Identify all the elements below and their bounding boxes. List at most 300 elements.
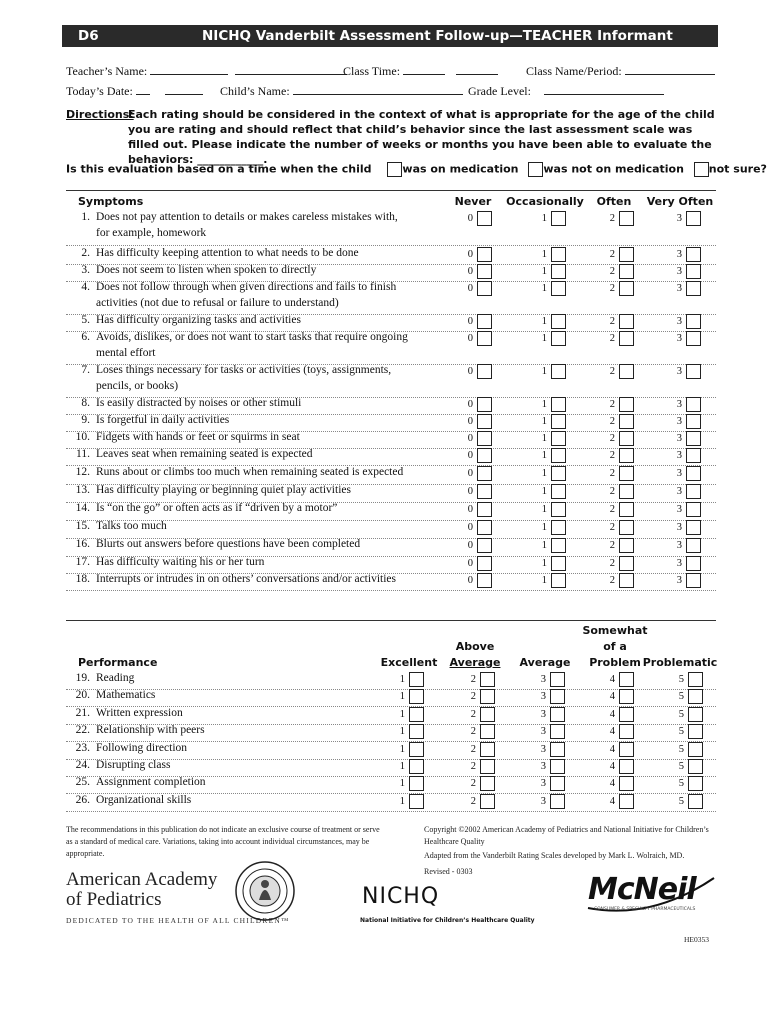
symptom-rating-option[interactable] bbox=[574, 397, 634, 414]
rating-value: 3 bbox=[676, 450, 682, 461]
symptom-rating-option[interactable] bbox=[574, 431, 634, 448]
rating-checkbox[interactable] bbox=[619, 414, 634, 429]
rating-value: 2 bbox=[609, 540, 615, 551]
rating-checkbox[interactable] bbox=[550, 672, 565, 687]
performance-rating-option[interactable] bbox=[435, 689, 495, 706]
performance-rating-option[interactable] bbox=[574, 742, 634, 759]
rating-checkbox[interactable] bbox=[480, 689, 495, 704]
rating-checkbox[interactable] bbox=[480, 776, 495, 791]
class-time-line[interactable] bbox=[403, 62, 445, 75]
symptom-rating-option[interactable] bbox=[641, 331, 701, 348]
rating-value: 1 bbox=[541, 366, 547, 377]
performance-rating-option[interactable] bbox=[574, 689, 634, 706]
performance-col-header: Problematic bbox=[642, 656, 718, 669]
rating-checkbox[interactable] bbox=[619, 264, 634, 279]
todays-date-field[interactable] bbox=[66, 82, 203, 99]
rating-checkbox[interactable] bbox=[686, 431, 701, 446]
performance-rating-option[interactable] bbox=[574, 672, 634, 689]
rating-checkbox[interactable] bbox=[686, 247, 701, 262]
rating-value: 1 bbox=[541, 575, 547, 586]
performance-rating-option[interactable] bbox=[505, 724, 565, 741]
performance-rating-option[interactable] bbox=[435, 776, 495, 793]
rating-value: 0 bbox=[467, 333, 473, 344]
rating-checkbox[interactable] bbox=[619, 397, 634, 412]
rating-checkbox[interactable] bbox=[688, 794, 703, 809]
symptom-text: Does not follow through when given directions and fails to finish bbox=[96, 281, 397, 293]
performance-rating-option[interactable] bbox=[435, 672, 495, 689]
symptom-rating-option[interactable] bbox=[641, 211, 701, 228]
rating-checkbox[interactable] bbox=[688, 724, 703, 739]
rating-checkbox[interactable] bbox=[686, 502, 701, 517]
todays-date-label: Today’s Date: bbox=[66, 84, 133, 98]
rating-checkbox[interactable] bbox=[551, 414, 566, 429]
symptom-rating-option[interactable] bbox=[641, 448, 701, 465]
rating-checkbox[interactable] bbox=[409, 724, 424, 739]
performance-rating-option[interactable] bbox=[574, 707, 634, 724]
symptom-rating-option[interactable] bbox=[432, 211, 492, 228]
symptom-rating-option[interactable] bbox=[574, 556, 634, 573]
symptom-rating-option[interactable] bbox=[574, 573, 634, 590]
performance-rating-option[interactable] bbox=[505, 794, 565, 811]
rating-checkbox[interactable] bbox=[480, 759, 495, 774]
rating-checkbox[interactable] bbox=[477, 448, 492, 463]
symptom-rating-option[interactable] bbox=[506, 247, 566, 264]
rating-value: 1 bbox=[541, 558, 547, 569]
rating-value: 1 bbox=[541, 249, 547, 260]
rating-checkbox[interactable] bbox=[619, 556, 634, 571]
rating-checkbox[interactable] bbox=[619, 759, 634, 774]
symptom-rating-option[interactable] bbox=[432, 364, 492, 381]
rating-checkbox[interactable] bbox=[551, 556, 566, 571]
rating-checkbox[interactable] bbox=[688, 689, 703, 704]
rating-checkbox[interactable] bbox=[550, 689, 565, 704]
child-name-field[interactable] bbox=[220, 82, 463, 99]
performance-rating-option[interactable] bbox=[505, 742, 565, 759]
rating-checkbox[interactable] bbox=[551, 431, 566, 446]
rating-checkbox[interactable] bbox=[551, 502, 566, 517]
rating-value: 3 bbox=[676, 213, 682, 224]
directions bbox=[66, 107, 726, 166]
performance-rating-option[interactable] bbox=[574, 776, 634, 793]
grade-level-field[interactable] bbox=[468, 82, 664, 99]
todays-date-line-2[interactable] bbox=[165, 82, 203, 95]
performance-row bbox=[66, 689, 716, 707]
performance-rating-option[interactable] bbox=[435, 707, 495, 724]
symptom-rating-option[interactable] bbox=[574, 211, 634, 228]
symptom-rating-option[interactable] bbox=[432, 484, 492, 501]
symptom-row bbox=[66, 520, 716, 539]
rating-checkbox[interactable] bbox=[619, 247, 634, 262]
performance-rating-option[interactable] bbox=[435, 759, 495, 776]
performance-number: 24. bbox=[75, 759, 90, 771]
performance-rating-option[interactable] bbox=[364, 742, 424, 759]
rating-checkbox[interactable] bbox=[477, 364, 492, 379]
rating-checkbox[interactable] bbox=[551, 573, 566, 588]
rating-checkbox[interactable] bbox=[688, 759, 703, 774]
symptom-row bbox=[66, 538, 716, 557]
symptom-rating-option[interactable] bbox=[432, 520, 492, 537]
rating-checkbox[interactable] bbox=[619, 707, 634, 722]
symptom-rating-option[interactable] bbox=[506, 556, 566, 573]
rating-checkbox[interactable] bbox=[477, 247, 492, 262]
rating-value: 3 bbox=[676, 575, 682, 586]
rating-checkbox[interactable] bbox=[686, 538, 701, 553]
rating-checkbox[interactable] bbox=[686, 573, 701, 588]
rating-checkbox[interactable] bbox=[686, 556, 701, 571]
rating-checkbox[interactable] bbox=[551, 211, 566, 226]
rating-checkbox[interactable] bbox=[409, 707, 424, 722]
rating-checkbox[interactable] bbox=[619, 331, 634, 346]
symptom-rating-option[interactable] bbox=[574, 484, 634, 501]
performance-rating-option[interactable] bbox=[505, 759, 565, 776]
rating-checkbox[interactable] bbox=[686, 414, 701, 429]
rating-checkbox[interactable] bbox=[480, 724, 495, 739]
rating-checkbox[interactable] bbox=[550, 776, 565, 791]
symptom-rating-option[interactable] bbox=[506, 331, 566, 348]
symptom-rating-option[interactable] bbox=[506, 397, 566, 414]
rating-checkbox[interactable] bbox=[619, 281, 634, 296]
rating-checkbox[interactable] bbox=[686, 364, 701, 379]
medication-question-text: Is this evaluation based on a time when the child bbox=[66, 162, 372, 176]
symptom-rating-option[interactable] bbox=[641, 484, 701, 501]
symptom-rating-option[interactable] bbox=[641, 247, 701, 264]
rating-checkbox[interactable] bbox=[619, 211, 634, 226]
rating-checkbox[interactable] bbox=[477, 573, 492, 588]
rating-checkbox[interactable] bbox=[686, 211, 701, 226]
symptom-rating-option[interactable] bbox=[641, 466, 701, 483]
symptom-rating-option[interactable] bbox=[432, 397, 492, 414]
rating-checkbox[interactable] bbox=[551, 520, 566, 535]
symptom-rating-option[interactable] bbox=[506, 466, 566, 483]
symptom-rating-option[interactable] bbox=[574, 414, 634, 431]
symptom-rating-option[interactable] bbox=[432, 538, 492, 555]
symptom-rating-option[interactable] bbox=[574, 281, 634, 298]
rating-checkbox[interactable] bbox=[480, 742, 495, 757]
performance-rating-option[interactable] bbox=[364, 759, 424, 776]
rating-checkbox[interactable] bbox=[619, 689, 634, 704]
performance-rating-option[interactable] bbox=[364, 689, 424, 706]
rating-checkbox[interactable] bbox=[550, 742, 565, 757]
child-name-line[interactable] bbox=[293, 82, 463, 95]
rating-checkbox[interactable] bbox=[409, 742, 424, 757]
rating-value: 3 bbox=[540, 708, 546, 720]
rating-value: 1 bbox=[399, 778, 405, 790]
rating-checkbox[interactable] bbox=[480, 672, 495, 687]
rating-checkbox[interactable] bbox=[477, 520, 492, 535]
symptom-row bbox=[66, 281, 716, 315]
rating-checkbox[interactable] bbox=[477, 211, 492, 226]
performance-rating-option[interactable] bbox=[364, 794, 424, 811]
performance-text: Reading bbox=[96, 672, 135, 684]
performance-rating-option[interactable] bbox=[505, 707, 565, 724]
symptom-number: 7. bbox=[81, 364, 90, 376]
rating-value: 0 bbox=[467, 540, 473, 551]
symptom-rating-option[interactable] bbox=[506, 538, 566, 555]
symptom-rating-option[interactable] bbox=[574, 364, 634, 381]
symptom-rating-option[interactable] bbox=[506, 484, 566, 501]
symptom-rating-option[interactable] bbox=[432, 502, 492, 519]
rating-value: 0 bbox=[467, 486, 473, 497]
performance-rating-option[interactable] bbox=[435, 742, 495, 759]
rating-checkbox[interactable] bbox=[477, 264, 492, 279]
performance-rating-option[interactable] bbox=[435, 724, 495, 741]
symptom-rating-option[interactable] bbox=[432, 414, 492, 431]
rating-checkbox[interactable] bbox=[477, 414, 492, 429]
symptom-rating-option[interactable] bbox=[641, 573, 701, 590]
rating-checkbox[interactable] bbox=[619, 573, 634, 588]
symptom-number: 18. bbox=[75, 573, 90, 585]
rating-checkbox[interactable] bbox=[477, 484, 492, 499]
rating-checkbox[interactable] bbox=[619, 742, 634, 757]
performance-rating-option[interactable] bbox=[643, 689, 703, 706]
rating-value: 3 bbox=[676, 486, 682, 497]
symptoms-col-header: Never bbox=[454, 195, 492, 208]
rating-checkbox[interactable] bbox=[477, 314, 492, 329]
rating-checkbox[interactable] bbox=[619, 672, 634, 687]
symptom-text: Has difficulty waiting his or her turn bbox=[96, 556, 265, 568]
rating-value: 1 bbox=[541, 213, 547, 224]
teacher-name-field[interactable] bbox=[66, 62, 347, 79]
class-name-line[interactable] bbox=[625, 62, 715, 75]
performance-rating-option[interactable] bbox=[643, 794, 703, 811]
performance-rating-option[interactable] bbox=[643, 724, 703, 741]
symptom-rating-option[interactable] bbox=[506, 364, 566, 381]
rating-value: 4 bbox=[609, 708, 615, 720]
class-time-line-2[interactable] bbox=[456, 62, 498, 75]
rating-checkbox[interactable] bbox=[551, 466, 566, 481]
rating-checkbox[interactable] bbox=[477, 556, 492, 571]
rating-checkbox[interactable] bbox=[551, 484, 566, 499]
symptom-rating-option[interactable] bbox=[574, 247, 634, 264]
symptom-rating-option[interactable] bbox=[506, 520, 566, 537]
rating-checkbox[interactable] bbox=[619, 466, 634, 481]
rating-checkbox[interactable] bbox=[686, 314, 701, 329]
rating-checkbox[interactable] bbox=[409, 776, 424, 791]
rating-value: 2 bbox=[470, 795, 476, 807]
symptom-rating-option[interactable] bbox=[641, 520, 701, 537]
rating-value: 2 bbox=[609, 504, 615, 515]
rating-checkbox[interactable] bbox=[619, 724, 634, 739]
symptom-rating-option[interactable] bbox=[641, 281, 701, 298]
symptom-rating-option[interactable] bbox=[506, 448, 566, 465]
rating-checkbox[interactable] bbox=[551, 331, 566, 346]
symptom-rating-option[interactable] bbox=[574, 538, 634, 555]
symptom-row bbox=[66, 397, 716, 415]
symptom-rating-option[interactable] bbox=[641, 397, 701, 414]
rating-checkbox[interactable] bbox=[688, 776, 703, 791]
rating-checkbox[interactable] bbox=[619, 520, 634, 535]
rating-checkbox[interactable] bbox=[477, 331, 492, 346]
rating-checkbox[interactable] bbox=[619, 502, 634, 517]
symptom-rating-option[interactable] bbox=[432, 431, 492, 448]
symptom-rating-option[interactable] bbox=[432, 448, 492, 465]
symptom-rating-option[interactable] bbox=[641, 264, 701, 281]
performance-rating-option[interactable] bbox=[643, 742, 703, 759]
todays-date-line[interactable] bbox=[136, 82, 150, 95]
rating-value: 0 bbox=[467, 504, 473, 515]
performance-rating-option[interactable] bbox=[643, 776, 703, 793]
rating-value: 1 bbox=[541, 333, 547, 344]
not-sure-checkbox[interactable] bbox=[694, 162, 709, 177]
symptom-rating-option[interactable] bbox=[641, 414, 701, 431]
symptom-rating-option[interactable] bbox=[641, 538, 701, 555]
symptom-rating-option[interactable] bbox=[574, 331, 634, 348]
symptom-rating-option[interactable] bbox=[432, 281, 492, 298]
rating-checkbox[interactable] bbox=[686, 466, 701, 481]
symptom-number: 1. bbox=[81, 211, 90, 223]
rating-value: 1 bbox=[541, 468, 547, 479]
rating-checkbox[interactable] bbox=[550, 759, 565, 774]
symptom-rating-option[interactable] bbox=[506, 431, 566, 448]
rating-value: 2 bbox=[609, 468, 615, 479]
symptom-rating-option[interactable] bbox=[432, 264, 492, 281]
performance-rating-option[interactable] bbox=[435, 794, 495, 811]
performance-rating-option[interactable] bbox=[643, 672, 703, 689]
rating-value: 3 bbox=[676, 333, 682, 344]
rating-checkbox[interactable] bbox=[477, 502, 492, 517]
symptom-rating-option[interactable] bbox=[574, 448, 634, 465]
symptom-rating-option[interactable] bbox=[506, 281, 566, 298]
symptom-rating-option[interactable] bbox=[506, 211, 566, 228]
performance-rating-option[interactable] bbox=[364, 776, 424, 793]
rating-checkbox[interactable] bbox=[686, 520, 701, 535]
rating-checkbox[interactable] bbox=[477, 538, 492, 553]
performance-rating-option[interactable] bbox=[364, 707, 424, 724]
performance-rating-option[interactable] bbox=[505, 689, 565, 706]
rating-checkbox[interactable] bbox=[551, 314, 566, 329]
rating-value: 5 bbox=[678, 708, 684, 720]
rating-checkbox[interactable] bbox=[551, 538, 566, 553]
rating-checkbox[interactable] bbox=[477, 431, 492, 446]
rating-checkbox[interactable] bbox=[688, 707, 703, 722]
symptom-rating-option[interactable] bbox=[506, 314, 566, 331]
rating-checkbox[interactable] bbox=[686, 264, 701, 279]
performance-rating-option[interactable] bbox=[643, 759, 703, 776]
rating-checkbox[interactable] bbox=[551, 264, 566, 279]
performance-rating-option[interactable] bbox=[574, 794, 634, 811]
performance-rating-option[interactable] bbox=[505, 672, 565, 689]
rating-value: 2 bbox=[470, 761, 476, 772]
rating-checkbox[interactable] bbox=[409, 672, 424, 687]
symptom-rating-option[interactable] bbox=[506, 264, 566, 281]
rating-checkbox[interactable] bbox=[409, 759, 424, 774]
header-bar bbox=[62, 25, 718, 47]
performance-rating-option[interactable] bbox=[574, 759, 634, 776]
rating-checkbox[interactable] bbox=[477, 397, 492, 412]
symptom-rating-option[interactable] bbox=[432, 573, 492, 590]
symptom-rating-option[interactable] bbox=[574, 520, 634, 537]
rating-checkbox[interactable] bbox=[477, 281, 492, 296]
rating-checkbox[interactable] bbox=[480, 794, 495, 809]
rating-value: 1 bbox=[399, 691, 405, 703]
form-number: HE0353 bbox=[684, 935, 709, 944]
symptom-rating-option[interactable] bbox=[574, 264, 634, 281]
rating-value: 3 bbox=[676, 504, 682, 515]
rating-value: 3 bbox=[676, 433, 682, 444]
symptom-rating-option[interactable] bbox=[506, 414, 566, 431]
rating-checkbox[interactable] bbox=[551, 448, 566, 463]
rating-checkbox[interactable] bbox=[686, 448, 701, 463]
rating-value: 3 bbox=[676, 283, 682, 294]
symptom-rating-option[interactable] bbox=[432, 466, 492, 483]
rating-checkbox[interactable] bbox=[409, 689, 424, 704]
rating-checkbox[interactable] bbox=[551, 247, 566, 262]
class-time-field[interactable] bbox=[343, 62, 498, 79]
symptom-rating-option[interactable] bbox=[432, 314, 492, 331]
rating-checkbox[interactable] bbox=[619, 364, 634, 379]
rating-checkbox[interactable] bbox=[619, 538, 634, 553]
class-name-field[interactable] bbox=[526, 62, 715, 79]
performance-rating-option[interactable] bbox=[505, 776, 565, 793]
rating-checkbox[interactable] bbox=[551, 281, 566, 296]
rating-checkbox[interactable] bbox=[619, 448, 634, 463]
performance-rating-option[interactable] bbox=[643, 707, 703, 724]
rating-checkbox[interactable] bbox=[551, 397, 566, 412]
rating-value: 0 bbox=[467, 316, 473, 327]
performance-rating-option[interactable] bbox=[574, 724, 634, 741]
rating-value: 2 bbox=[470, 674, 476, 685]
rating-checkbox[interactable] bbox=[477, 466, 492, 481]
rating-checkbox[interactable] bbox=[409, 794, 424, 809]
rating-value: 2 bbox=[609, 486, 615, 497]
rating-checkbox[interactable] bbox=[619, 776, 634, 791]
rating-value: 3 bbox=[676, 399, 682, 410]
symptom-rating-option[interactable] bbox=[432, 556, 492, 573]
rating-checkbox[interactable] bbox=[686, 281, 701, 296]
performance-rating-option[interactable] bbox=[364, 672, 424, 689]
rating-value: 2 bbox=[609, 433, 615, 444]
symptom-rating-option[interactable] bbox=[506, 502, 566, 519]
teacher-name-line-2[interactable] bbox=[235, 62, 347, 75]
symptom-rating-option[interactable] bbox=[574, 314, 634, 331]
symptom-rating-option[interactable] bbox=[641, 431, 701, 448]
symptom-rating-option[interactable] bbox=[574, 466, 634, 483]
rating-checkbox[interactable] bbox=[550, 794, 565, 809]
symptom-text: Interrupts or intrudes in on others’ conversations and/or activities bbox=[96, 573, 396, 585]
rating-checkbox[interactable] bbox=[550, 707, 565, 722]
symptom-rating-option[interactable] bbox=[641, 314, 701, 331]
rating-value: 5 bbox=[678, 743, 684, 755]
rating-checkbox[interactable] bbox=[619, 314, 634, 329]
rating-checkbox[interactable] bbox=[686, 484, 701, 499]
rating-checkbox[interactable] bbox=[550, 724, 565, 739]
rating-value: 2 bbox=[470, 743, 476, 755]
symptom-rating-option[interactable] bbox=[641, 556, 701, 573]
teacher-name-line[interactable] bbox=[150, 62, 228, 75]
symptom-rating-option[interactable] bbox=[641, 364, 701, 381]
rating-checkbox[interactable] bbox=[619, 484, 634, 499]
rating-checkbox[interactable] bbox=[688, 742, 703, 757]
not-on-medication-checkbox[interactable] bbox=[528, 162, 543, 177]
rating-value: 3 bbox=[540, 743, 546, 755]
rating-checkbox[interactable] bbox=[619, 431, 634, 446]
grade-level-line[interactable] bbox=[544, 82, 664, 95]
symptom-rating-option[interactable] bbox=[506, 573, 566, 590]
rating-checkbox[interactable] bbox=[688, 672, 703, 687]
symptom-rating-option[interactable] bbox=[432, 247, 492, 264]
symptom-rating-option[interactable] bbox=[574, 502, 634, 519]
rating-checkbox[interactable] bbox=[686, 397, 701, 412]
rating-checkbox[interactable] bbox=[619, 794, 634, 809]
rating-checkbox[interactable] bbox=[551, 364, 566, 379]
performance-rating-option[interactable] bbox=[364, 724, 424, 741]
symptom-rating-option[interactable] bbox=[432, 331, 492, 348]
rating-checkbox[interactable] bbox=[686, 331, 701, 346]
rating-checkbox[interactable] bbox=[480, 707, 495, 722]
on-medication-checkbox[interactable] bbox=[387, 162, 402, 177]
performance-row bbox=[66, 724, 716, 742]
symptom-rating-option[interactable] bbox=[641, 502, 701, 519]
